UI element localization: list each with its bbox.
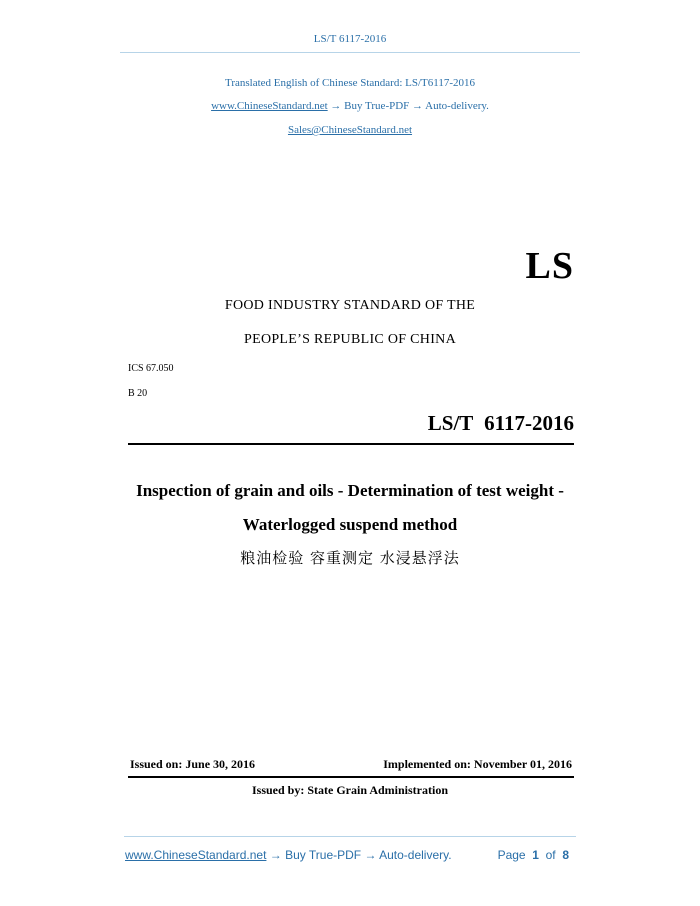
promo-email <box>0 124 700 136</box>
title-divider <box>128 443 574 445</box>
translation-notice: Translated English of Chinese Standard: LS/T6117-2016 <box>224 77 476 89</box>
implemented-on-date: Implemented on: November 01, 2016 <box>383 757 572 771</box>
industry-line-2: PEOPLE’S REPUBLIC OF CHINA <box>244 332 456 347</box>
page-label: Page <box>497 848 526 862</box>
page-total: 8 <box>562 848 569 862</box>
page-of: of <box>545 848 556 862</box>
standard-number: LS/T 6117-2016 <box>427 411 574 435</box>
promo-text: → Buy True-PDF → Auto-delivery. <box>327 100 489 112</box>
issued-on-date: Issued on: June 30, 2016 <box>130 757 256 771</box>
dates-divider <box>128 776 574 778</box>
title-en-line-2: Waterlogged suspend method <box>242 515 458 534</box>
issuing-authority: Issued by: State Grain Administration <box>251 783 449 797</box>
footer-divider <box>124 836 576 837</box>
footer-site-link[interactable]: www.ChineseStandard.net <box>125 848 267 862</box>
site-link[interactable]: www.ChineseStandard.net <box>211 100 328 112</box>
page-current: 1 <box>532 848 539 862</box>
standard-code-letters: LS <box>525 245 574 287</box>
running-header: LS/T 6117-2016 <box>313 33 387 45</box>
footer-promo <box>125 848 452 862</box>
title-en-line-1: Inspection of grain and oils - Determination of test weight - <box>136 481 564 500</box>
ics-code: ICS 67.050 <box>128 363 174 374</box>
ccs-code: B 20 <box>128 388 148 399</box>
footer-promo-text: → Buy True-PDF → Auto-delivery. <box>266 848 452 862</box>
page-indicator <box>498 848 569 862</box>
industry-line-1: FOOD INDUSTRY STANDARD OF THE <box>224 298 476 313</box>
title-chinese: 粮油检验 容重测定 水浸悬浮法 <box>240 549 460 567</box>
email-link[interactable]: Sales@ChineseStandard.net <box>287 124 413 136</box>
header-divider <box>120 52 580 53</box>
promo-line <box>0 100 700 112</box>
